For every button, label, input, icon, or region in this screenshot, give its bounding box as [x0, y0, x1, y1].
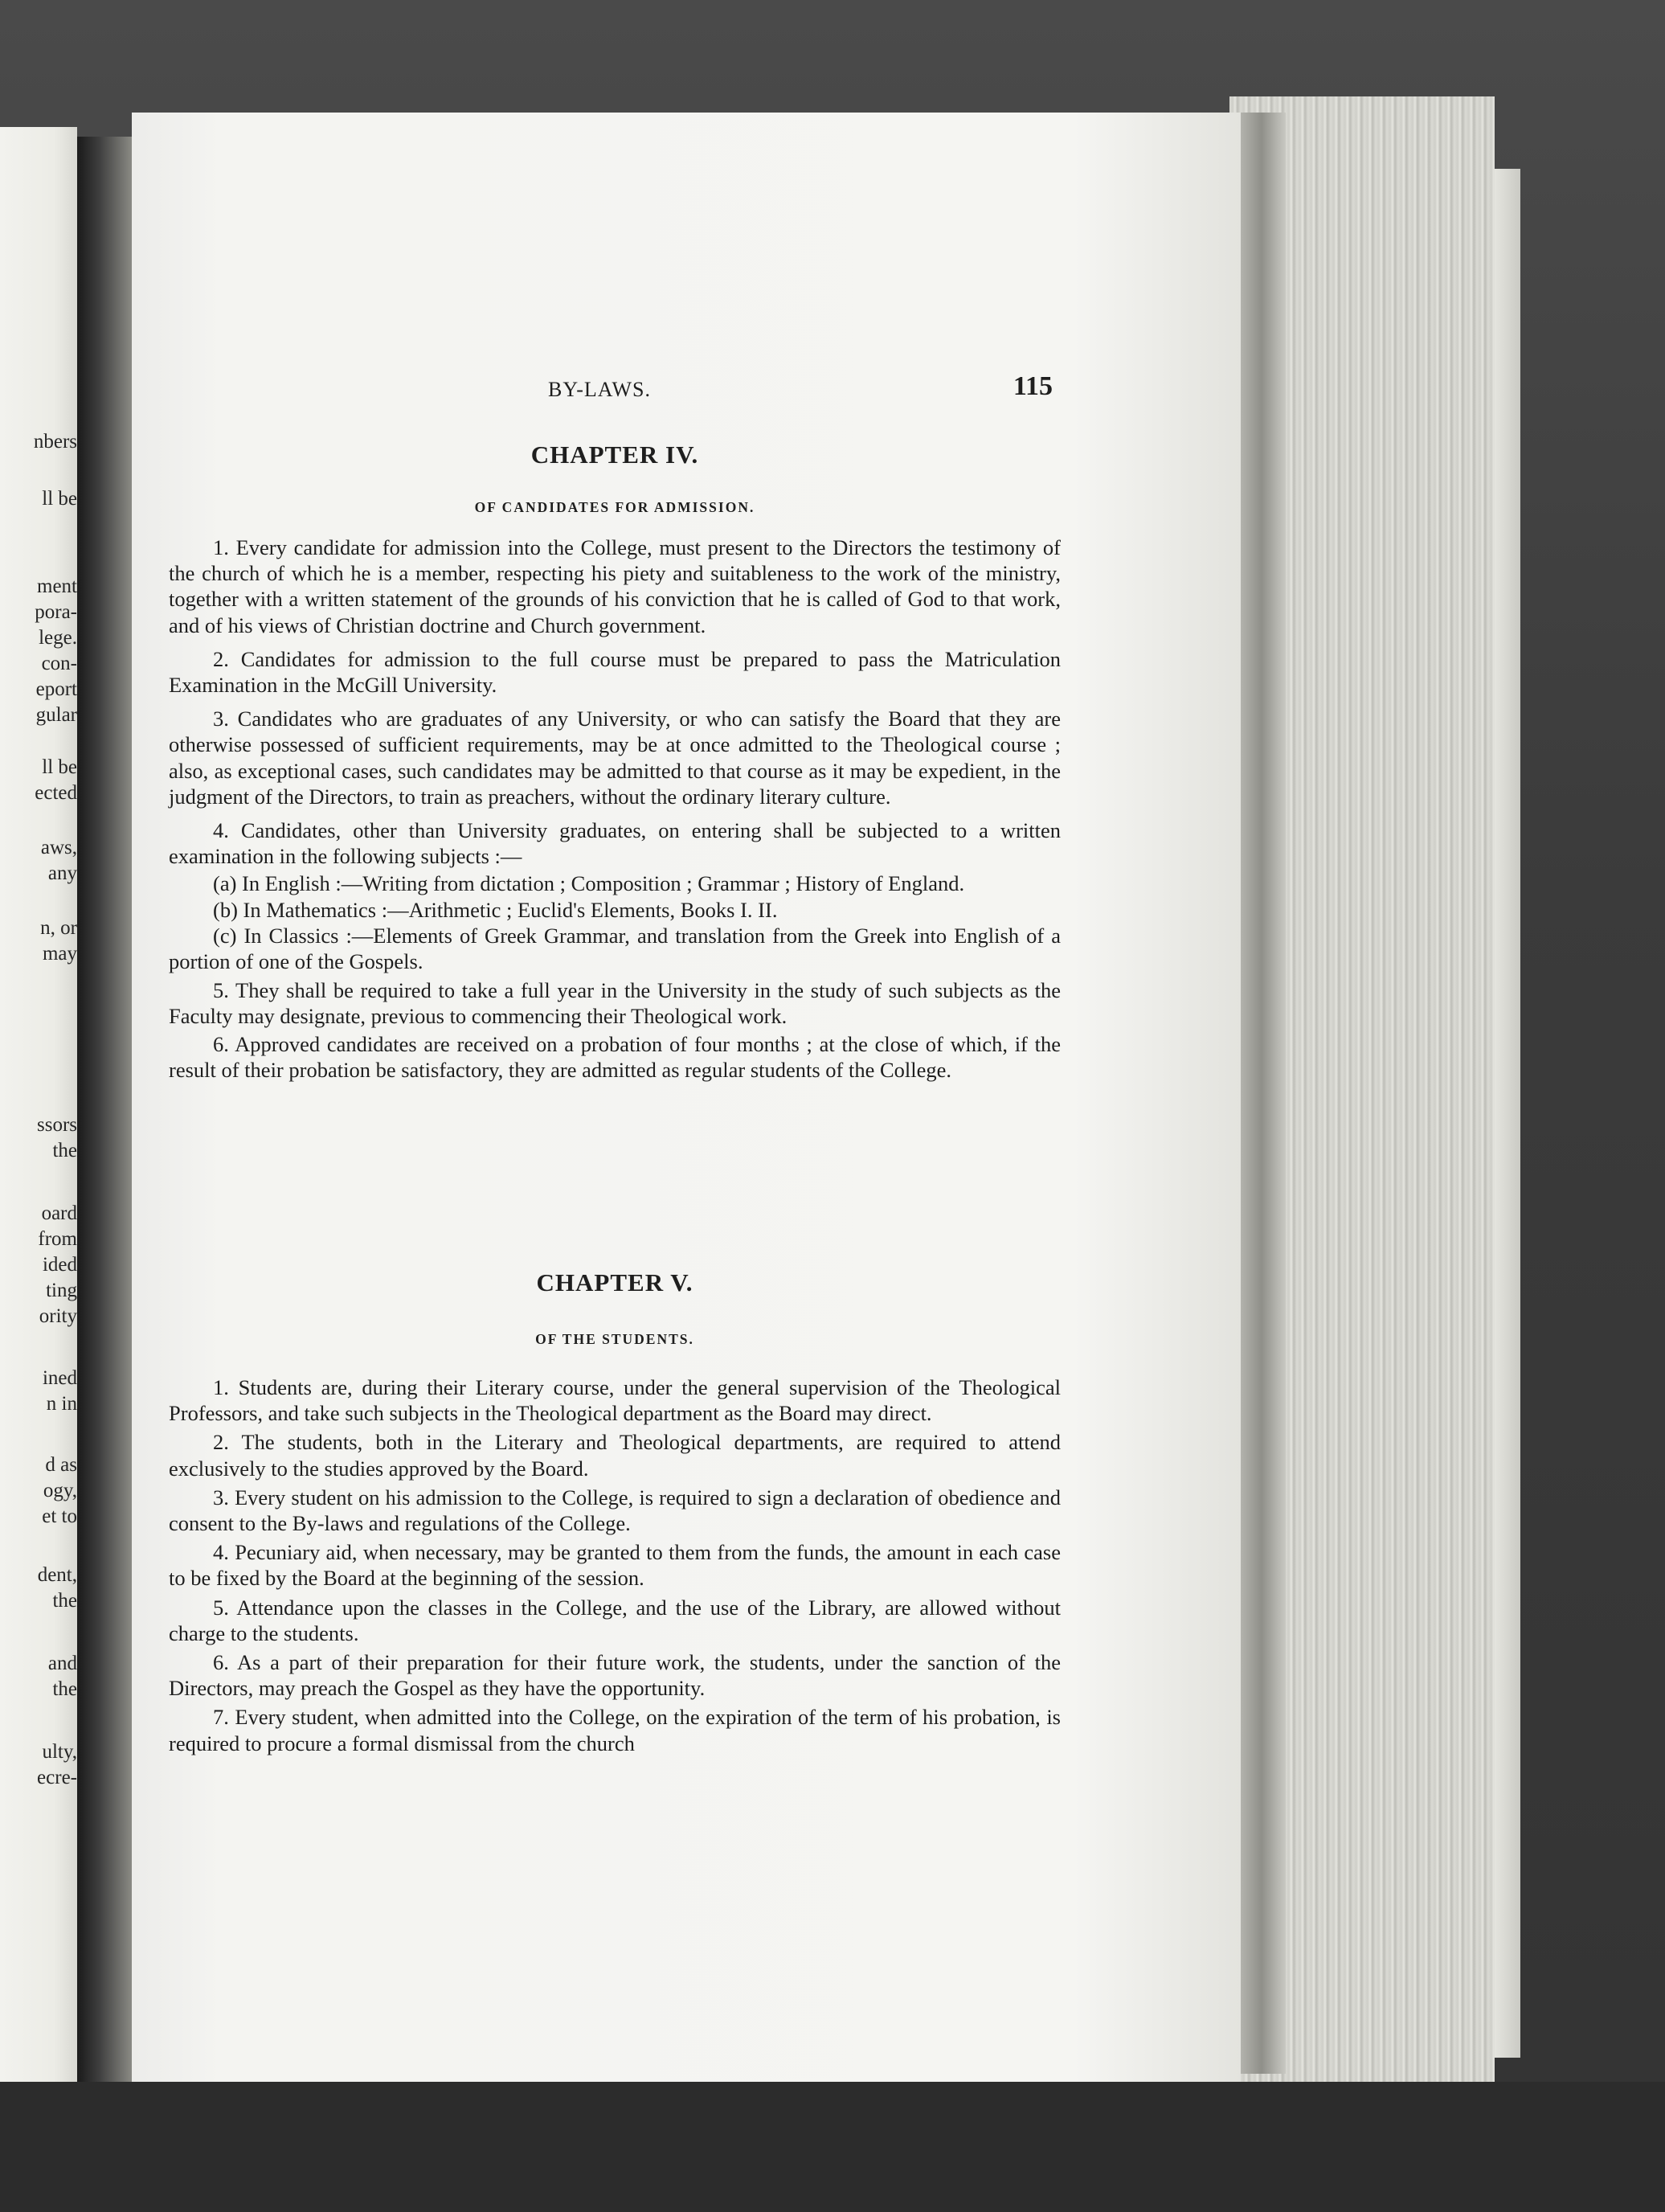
- left-page-text-fragment: n in: [46, 1393, 77, 1415]
- page-edges-outer: [1495, 169, 1520, 2058]
- left-page-text-fragment: ulty,: [42, 1741, 77, 1763]
- paragraph: 1. Every candidate for admission into the College, must present to the Directors the testimony of the church of which he is a member, respecting his piety and suitableness to the work of the ministry, together with a written statement of the grounds of his conviction that he is called of God to that work, and of his views of Christian doctrine and Church government.: [169, 535, 1061, 637]
- chapter-title: CHAPTER V.: [536, 1268, 693, 1296]
- book-gutter: [77, 137, 132, 2090]
- subitem: (a) In English :—Writing from dictation ; Composition ; Grammar ; History of England.: [213, 871, 965, 896]
- left-page-text-fragment: any: [47, 862, 77, 884]
- paragraph: 7. Every student, when admitted into the College, on the expiration of the term of his probation, is required to procure a formal dismissal from the church: [169, 1705, 1061, 1755]
- chapter-5-body: [169, 1374, 1061, 1759]
- left-page-text-fragment: oard: [41, 1202, 77, 1224]
- left-page-text-fragment: ll be: [42, 756, 77, 778]
- paragraph: 3. Candidates who are graduates of any University, or who can satisfy the Board that they are otherwise possessed of sufficient requirements, may be at once admitted to the Theological course ; also, as exceptional cases, such candidates may be admitted to that course as it may be expedient, in the judgment of the Directors, to train as preachers, without the ordinary literary culture.: [169, 707, 1061, 809]
- chapter-subtitle: OF CANDIDATES FOR ADMISSION.: [474, 499, 755, 515]
- left-page-text-fragment: the: [52, 1140, 77, 1161]
- left-page-text-fragment: the: [52, 1678, 77, 1700]
- left-facing-page: [0, 127, 77, 2088]
- left-page-text-fragment: con-: [41, 653, 77, 674]
- left-page-text-fragment: et to: [42, 1505, 77, 1527]
- paragraph: 3. Every student on his admission to the College, is required to sign a declaration of obedience and consent to the By-laws and regulations of the College.: [169, 1485, 1061, 1536]
- left-page-text-fragment: ssors: [36, 1114, 77, 1136]
- chapter-subtitle: OF THE STUDENTS.: [535, 1331, 694, 1347]
- chapter-4-body: [169, 535, 1061, 1091]
- left-page-text-fragment: ority: [39, 1305, 77, 1327]
- left-page-text-fragment: ogy,: [43, 1480, 77, 1501]
- chapter-title: CHAPTER IV.: [530, 440, 699, 469]
- running-head: [169, 371, 1053, 410]
- left-page-text-fragment: and: [47, 1653, 77, 1674]
- left-page-text-fragment: ting: [46, 1280, 77, 1301]
- subitem: (c) In Classics :—Elements of Greek Grammar, and translation from the Greek into English of a portion of one of the Gospels.: [169, 923, 1061, 974]
- subitem: (b) In Mathematics :—Arithmetic ; Euclid's Elements, Books I. II.: [213, 897, 778, 922]
- left-page-text-fragment: dent,: [37, 1564, 77, 1586]
- left-page-text-fragment: ided: [42, 1254, 77, 1276]
- left-page-text-fragment: gular: [35, 704, 77, 726]
- page-number: 115: [1012, 371, 1053, 401]
- left-page-text-fragment: ined: [42, 1367, 77, 1389]
- left-page-text-fragment: may: [42, 943, 77, 965]
- left-page-text-fragment: ecre-: [37, 1767, 77, 1788]
- running-title: BY-LAWS.: [548, 378, 651, 401]
- paragraph: 5. Attendance upon the classes in the College, and the use of the Library, are allowed without charge to the students.: [169, 1595, 1061, 1645]
- left-page-text-fragment: eport: [35, 678, 77, 700]
- left-page-text-fragment: ected: [35, 782, 77, 804]
- left-page-text-fragment: lege.: [39, 627, 77, 649]
- paragraph: 2. Candidates for admission to the full course must be prepared to pass the Matriculation Examination in the McGill University.: [169, 646, 1061, 698]
- paragraph: 4. Candidates, other than University graduates, on entering shall be subjected to a written examination in the following subjects :—: [169, 818, 1061, 869]
- paragraph: 4. Pecuniary aid, when necessary, may be granted to them from the funds, the amount in each case to be fixed by the Board at the beginning of the session.: [169, 1540, 1061, 1591]
- paragraph: 2. The students, both in the Literary and Theological departments, are required to attend exclusively to the studies approved by the Board.: [169, 1430, 1061, 1481]
- left-page-text-fragment: aws,: [40, 837, 77, 858]
- bottom-shadow: [0, 2082, 1665, 2212]
- paragraph: 1. Students are, during their Literary course, under the general supervision of the Theological Professors, and take such subjects in the Theological department as the Board may direct.: [169, 1375, 1061, 1426]
- left-page-text-fragment: from: [38, 1228, 77, 1250]
- left-page-text-fragment: pora-: [35, 601, 77, 623]
- paragraph: 5. They shall be required to take a full year in the University in the study of such subjects as the Faculty may designate, previous to commencing their Theological work.: [169, 978, 1061, 1029]
- paragraph: 6. As a part of their preparation for their future work, the students, under the sanction of the Directors, may preach the Gospel as they have the opportunity.: [169, 1650, 1061, 1701]
- left-page-text-fragment: the: [52, 1590, 77, 1612]
- left-page-text-fragment: ment: [37, 576, 77, 597]
- paragraph: 6. Approved candidates are received on a probation of four months ; at the close of which, if the result of their probation be satisfactory, they are admitted as regular students of the College.: [169, 1031, 1061, 1082]
- left-page-text-fragment: d as: [45, 1454, 77, 1476]
- page-edges-shadow: [1238, 113, 1286, 2074]
- left-page-text-fragment: nbers: [33, 431, 77, 453]
- left-page-text-fragment: n, or: [40, 917, 77, 939]
- left-page-text-fragment: ll be: [42, 488, 77, 510]
